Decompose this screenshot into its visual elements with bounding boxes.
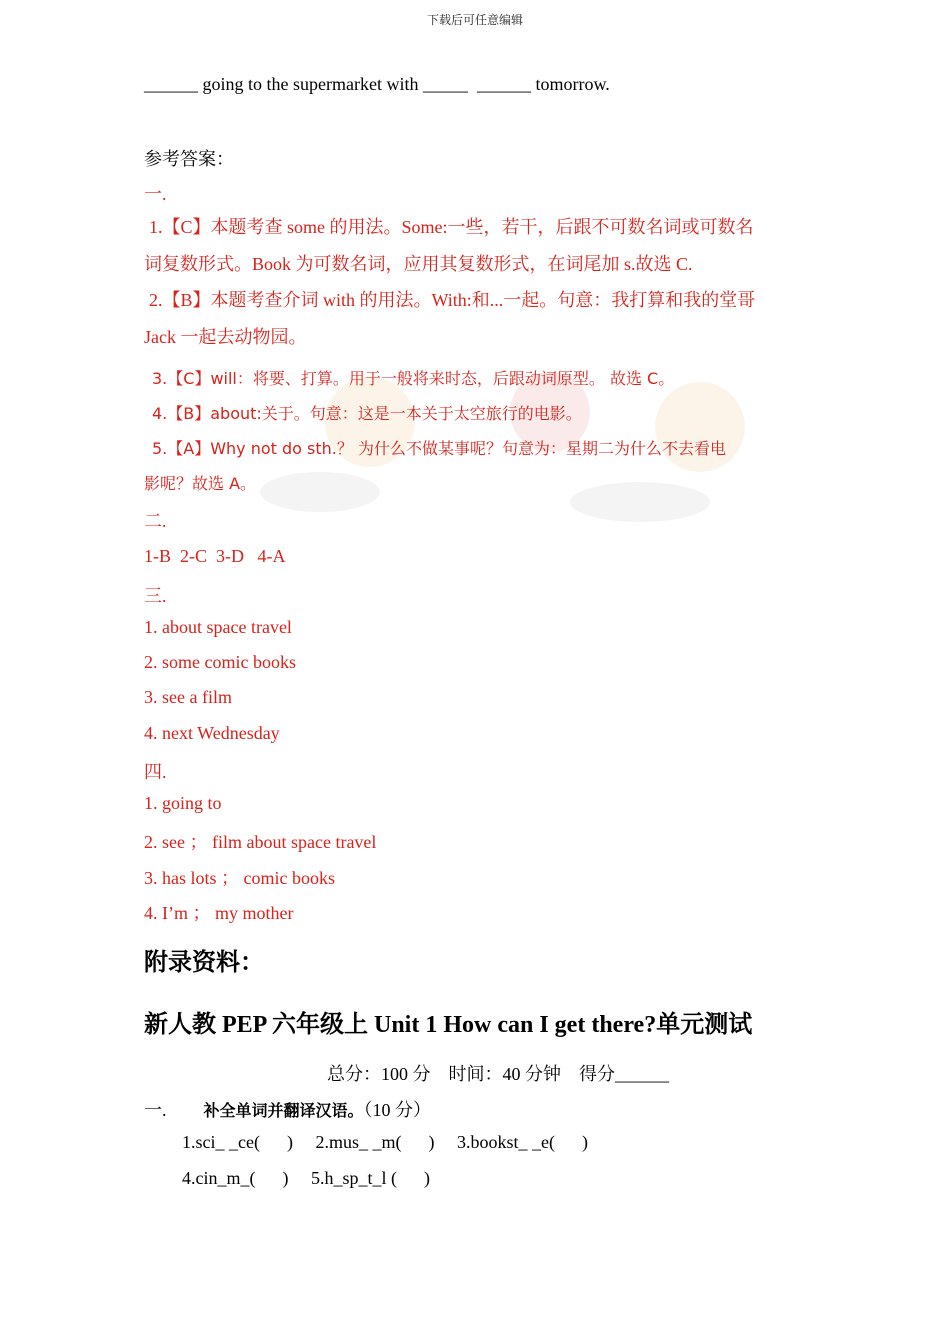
section1-heading <box>144 1096 431 1122</box>
part4-heading: 四. <box>144 762 167 782</box>
part3-item: 2. some comic books <box>144 652 296 672</box>
part3-heading: 三. <box>144 586 167 606</box>
part3-item: 1. about space travel <box>144 617 292 637</box>
part3-item: 3. see a film <box>144 687 232 707</box>
part2-heading: 二. <box>144 511 167 531</box>
appendix-title: 附录资料： <box>144 950 264 976</box>
section-number: 一. <box>144 1100 167 1120</box>
sentence-text: tomorrow. <box>530 74 610 94</box>
blank: _____ <box>422 74 468 94</box>
test-title: 新人教 PEP 六年级上 Unit 1 How can I get there?单元测试 <box>144 1012 753 1038</box>
sentence-text: going to the supermarket with <box>198 74 423 94</box>
part2-answers: 1-B 2-C 3-D 4-A <box>144 546 286 566</box>
blank: ______ <box>144 74 198 94</box>
fill-blank-sentence <box>144 74 610 95</box>
answer-q3: 3.【C】will：将要、打算。用于一般将来时态，后跟动词原型。 故选 C。 <box>152 369 675 388</box>
answer-q1-line1: 1.【C】本题考查 some 的用法。Some:一些，若干，后跟不可数名词或可数名 <box>149 217 754 237</box>
part4-item: 2. see ； film about space travel <box>144 832 377 852</box>
answer-heading: 参考答案： <box>144 149 234 169</box>
part4-item: 4. I’m ； my mother <box>144 903 294 923</box>
part1-heading: 一. <box>144 184 167 204</box>
answer-q1-line2: 词复数形式。Book 为可数名词，应用其复数形式，在词尾加 s.故选 C. <box>144 254 693 274</box>
part4-item: 1. going to <box>144 793 222 813</box>
answer-q2-line2: Jack 一起去动物园。 <box>144 327 307 347</box>
part3-item: 4. next Wednesday <box>144 723 280 743</box>
answer-q5-line2: 影呢？故选 A。 <box>144 474 257 493</box>
section-instruction: 补全单词并翻译汉语。 <box>203 1101 364 1120</box>
exercise-row-1: 1.sci_ _ce( ) 2.mus_ _m( ) 3.bookst_ _e( ) <box>182 1132 588 1152</box>
answer-q2-line1: 2.【B】本题考查介词 with 的用法。With:和...一起。句意：我打算和我的堂哥 <box>149 290 756 310</box>
part4-item: 3. has lots ； comic books <box>144 868 335 888</box>
page-header: 下载后可任意编辑 <box>426 13 523 27</box>
blank: ______ <box>476 74 531 94</box>
exercise-row-2: 4.cin_m_( ) 5.h_sp_t_l ( ) <box>182 1168 430 1188</box>
answer-q5-line1: 5.【A】Why not do sth.？ 为什么不做某事呢？句意为：星期二为什么不去看电 <box>152 439 726 458</box>
section-points: （10 分） <box>363 1100 432 1120</box>
score-line: 总分：100 分 时间：40 分钟 得分______ <box>327 1064 669 1084</box>
answer-q4: 4.【B】about:关于。句意：这是一本关于太空旅行的电影。 <box>152 404 582 423</box>
